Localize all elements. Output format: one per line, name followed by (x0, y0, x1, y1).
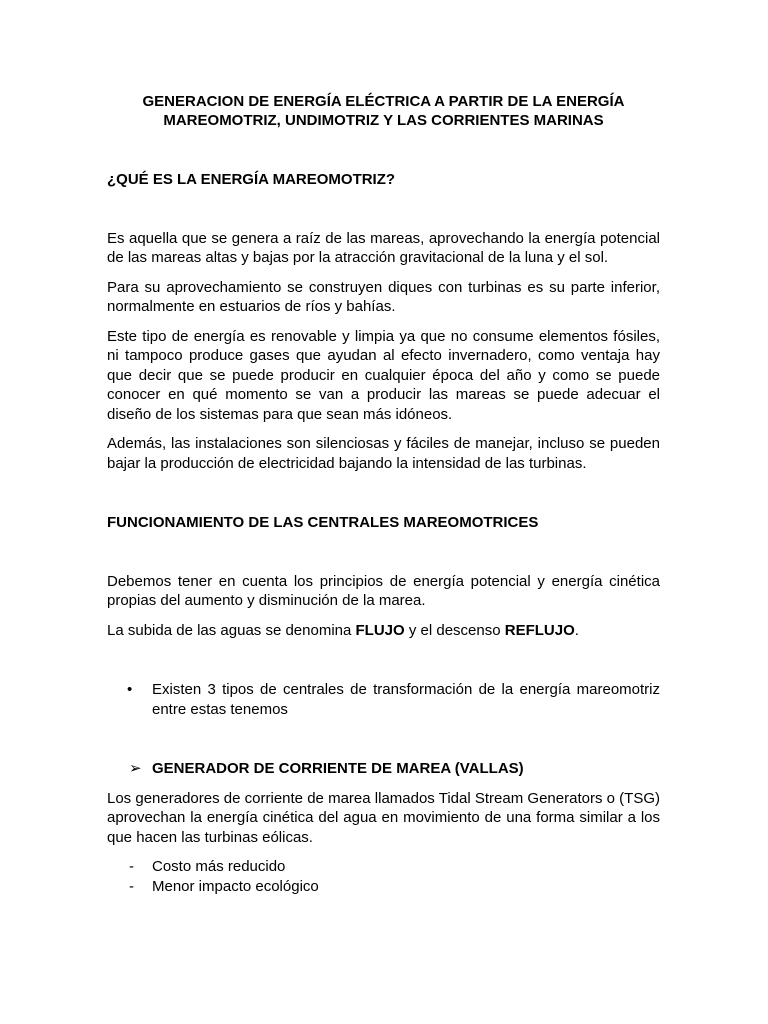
paragraph: Es aquella que se genera a raíz de las mareas, aprovechando la energía potencial de las mareas altas y bajas por la atracción gravitacional de la luna y el sol. (107, 229, 660, 266)
document-title (107, 92, 660, 130)
flow-text-suffix: . (574, 621, 579, 639)
bullet-icon: • (127, 681, 133, 698)
arrow-bullet-icon: ➢ (129, 760, 142, 777)
dash-marker: - (129, 858, 134, 875)
list-item (107, 877, 660, 897)
title-line-2: MAREOMOTRIZ, UNDIMOTRIZ Y LAS CORRIENTES MARINAS (163, 112, 604, 129)
paragraph: Este tipo de energía es renovable y limpia ya que no consume elementos fósiles, ni tampoco produce gases que ayudan al efecto invernadero, como ventaja hay que decir que se puede producir en cualquier época del año y como se puede conocer en qué momento se van a producir las mareas se puede adecuar el diseño de los sistemas para que sean más idóneos. (107, 327, 660, 423)
paragraph: Para su aprovechamiento se construyen diques con turbinas es su parte inferior, normalmente en estuarios de ríos y bahías. (107, 278, 660, 315)
document-page (107, 92, 660, 896)
paragraph: Los generadores de corriente de marea llamados Tidal Stream Generators o (TSG) aprovechan la energía cinética del agua en movimiento de una forma similar a los que hacen las turbinas eólicas. (107, 789, 660, 846)
list-item-text: Menor impacto ecológico (152, 877, 319, 895)
section-heading-funcionamiento: FUNCIONAMIENTO DE LAS CENTRALES MAREOMOTRICES (107, 514, 539, 531)
subsection-heading (107, 759, 660, 779)
flow-text-middle: y el descenso (404, 621, 505, 639)
section-heading-mareomotriz: ¿QUÉ ES LA ENERGÍA MAREOMOTRIZ? (107, 171, 396, 188)
bullet-text: Existen 3 tipos de centrales de transformación de la energía mareomotriz entre estas tenemos (152, 681, 660, 718)
list-item (107, 680, 660, 719)
flow-term: FLUJO (355, 621, 405, 639)
subsection-heading-text: GENERADOR DE CORRIENTE DE MAREA (VALLAS) (152, 760, 524, 777)
title-line-1: GENERACION DE ENERGÍA ELÉCTRICA A PARTIR DE LA ENERGÍA (142, 93, 625, 110)
ebb-term: REFLUJO (504, 621, 575, 639)
paragraph: Además, las instalaciones son silenciosas y fáciles de manejar, incluso se pueden bajar la producción de electricidad bajando la intensidad de las turbinas. (107, 435, 660, 472)
list-item-text: Costo más reducido (152, 858, 286, 875)
paragraph: Debemos tener en cuenta los principios de energía potencial y energía cinética propias del aumento y disminución de la marea. (107, 572, 660, 609)
list-item (107, 857, 660, 877)
flow-text-prefix: La subida de las aguas se denomina (107, 621, 356, 639)
flow-paragraph (107, 621, 660, 641)
dash-marker: - (129, 877, 134, 895)
